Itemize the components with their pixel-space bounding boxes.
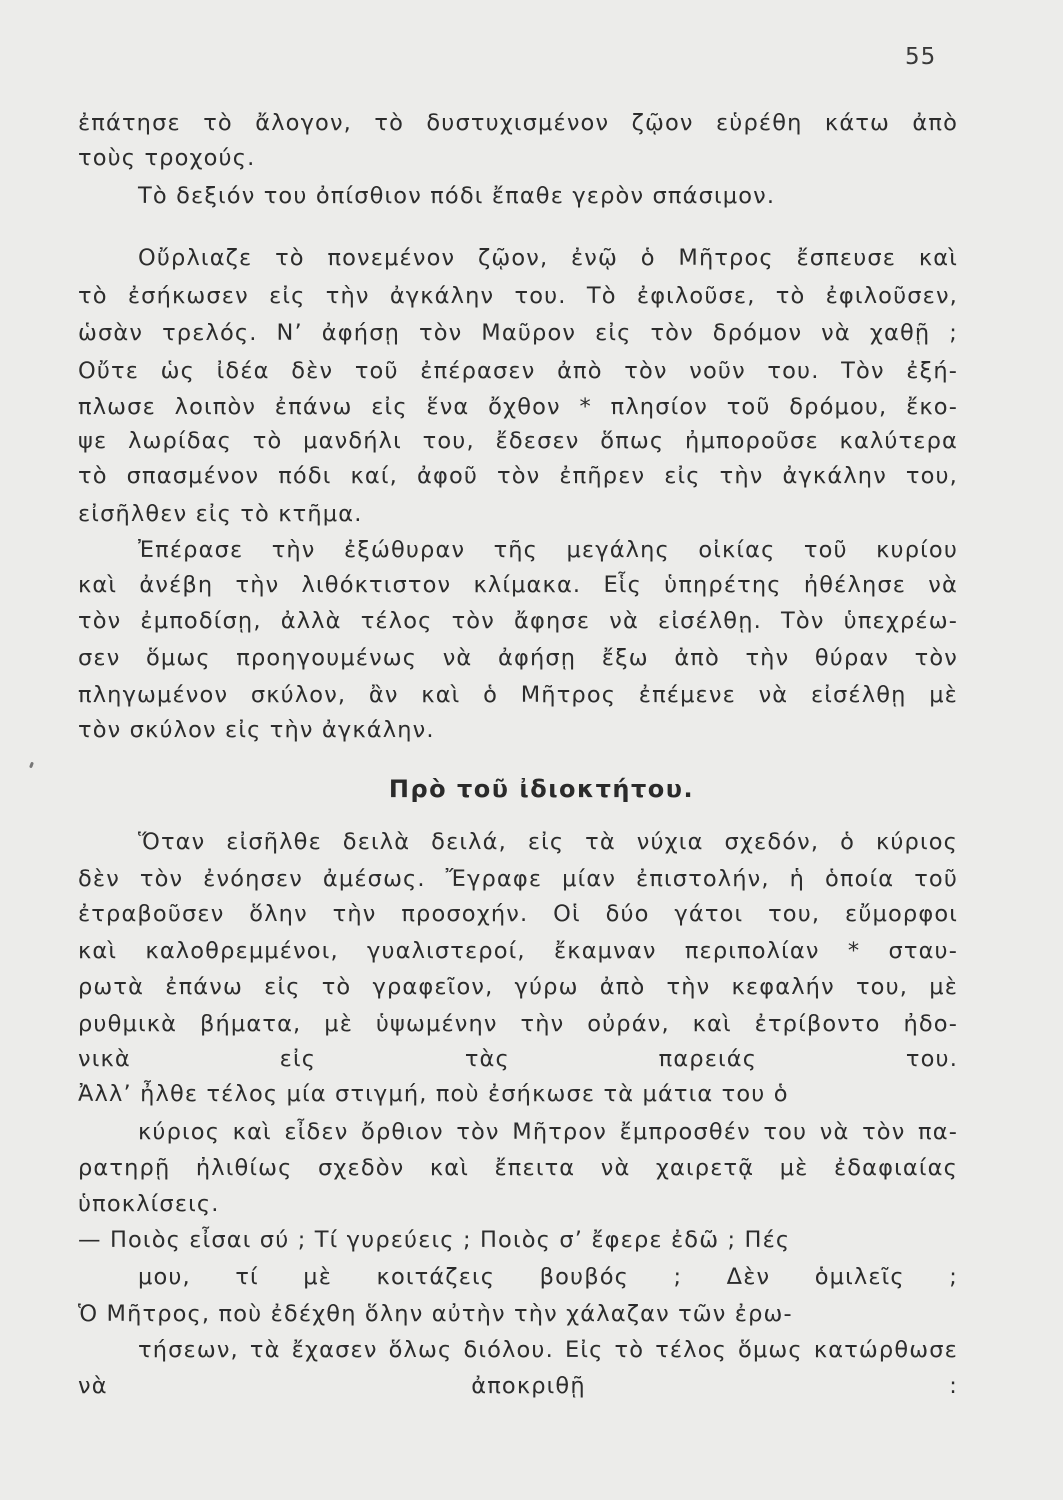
text-line: μου, τί μὲ κοιτάζεις βουβός ; Δὲν ὁμιλεῖς ; [138,1264,958,1290]
text-line: νικὰ εἰς τὰς παρειάς του. [78,1046,958,1072]
text-line: Οὔρλιαζε τὸ πονεμένον ζῷον, ἐνῷ ὁ Μῆτρος ἔσπευσε καὶ [138,245,958,271]
text-line: Ἀλλ’ ἦλθε τέλος μία στιγμή, ποὺ ἐσήκωσε τὰ μάτια του ὁ [78,1081,789,1107]
text-line: Οὔτε ὡς ἰδέα δὲν τοῦ ἐπέρασεν ἀπὸ τὸν νοῦν του. Τὸν ἐξή- [78,358,958,384]
text-line: τὸ σπασμένον πόδι καί, ἀφοῦ τὸν ἐπῆρεν εἰς τὴν ἀγκάλην του, [78,463,958,489]
text-line: τοὺς τροχούς. [78,145,256,171]
text-line: Ἐπέρασε τὴν ἐξώθυραν τῆς μεγάλης οἰκίας τοῦ κυρίου [138,537,958,563]
text-line: εἰσῆλθεν εἰς τὸ κτῆμα. [78,501,363,527]
text-line: τὸν σκύλον εἰς τὴν ἀγκάλην. [78,717,435,743]
text-line: ἐτραβοῦσεν ὅλην τὴν προσοχήν. Οἱ δύο γάτοι του, εὔμορφοι [78,901,958,927]
text-line: τὸν ἐμποδίσῃ, ἀλλὰ τέλος τὸν ἄφησε νὰ εἰσέλθῃ. Τὸν ὑπεχρέω- [78,608,958,634]
text-line: ἐπάτησε τὸ ἄλογον, τὸ δυστυχισμένον ζῷον εὑρέθη κάτω ἀπὸ [78,110,958,136]
text-line: πληγωμένον σκύλον, ἂν καὶ ὁ Μῆτρος ἐπέμενε νὰ εἰσέλθῃ μὲ [78,682,958,708]
text-line: — Ποιὸς εἶσαι σύ ; Τί γυρεύεις ; Ποιὸς σ’ ἔφερε ἐδῶ ; Πές [78,1227,791,1253]
text-line: Τὸ δεξιόν του ὀπίσθιον πόδι ἔπαθε γερὸν σπάσιμον. [138,183,776,209]
text-line: ρωτὰ ἐπάνω εἰς τὸ γραφεῖον, γύρω ἀπὸ τὴν κεφαλήν του, μὲ [78,974,958,1000]
text-line: τὸ ἐσήκωσεν εἰς τὴν ἀγκάλην του. Τὸ ἐφιλοῦσε, τὸ ἐφιλοῦσεν, [78,283,958,309]
text-line: τήσεων, τὰ ἔχασεν ὅλως διόλου. Εἰς τὸ τέλος ὅμως κατώρθωσε [138,1337,958,1363]
text-line: κύριος καὶ εἶδεν ὄρθιον τὸν Μῆτρον ἔμπροσθέν του νὰ τὸν πα- [138,1119,958,1145]
text-line: ρυθμικὰ βήματα, μὲ ὑψωμένην τὴν οὐράν, καὶ ἐτρίβοντο ἠδο- [78,1011,958,1037]
text-line: ρατηρῇ ἠλιθίως σχεδὸν καὶ ἔπειτα νὰ χαιρετᾷ μὲ ἐδαφιαίας [78,1155,958,1181]
text-line: ὡσὰν τρελός. Ν’ ἀφήσῃ τὸν Μαῦρον εἰς τὸν δρόμον νὰ χαθῇ ; [78,320,958,346]
text-line: νὰ ἀποκριθῇ : [78,1373,958,1399]
section-heading: Πρὸ τοῦ ἰδιοκτήτου. [388,775,695,803]
page-speck [29,762,34,769]
text-line: ὑποκλίσεις. [78,1191,220,1217]
text-line: σεν ὅμως προηγουμένως νὰ ἀφήσῃ ἔξω ἀπὸ τὴν θύραν τὸν [78,645,958,671]
text-line: ψε λωρίδας τὸ μανδήλι του, ἔδεσεν ὅπως ἠμποροῦσε καλύτερα [78,428,958,454]
text-line: Ὅταν εἰσῆλθε δειλὰ δειλά, εἰς τὰ νύχια σχεδόν, ὁ κύριος [138,829,958,855]
text-line: καὶ ἀνέβη τὴν λιθόκτιστον κλίμακα. Εἷς ὑπηρέτης ἠθέλησε νὰ [78,572,958,598]
text-line: καὶ καλοθρεμμένοι, γυαλιστεροί, ἔκαμναν περιπολίαν * σταυ- [78,938,958,964]
page-number: 55 [905,44,937,70]
text-line: Ὁ Μῆτρος, ποὺ ἐδέχθη ὅλην αὐτὴν τὴν χάλαζαν τῶν ἐρω- [78,1301,793,1327]
text-line: δὲν τὸν ἐνόησεν ἀμέσως. Ἔγραφε μίαν ἐπιστολήν, ἡ ὁποία τοῦ [78,866,958,892]
text-line: πλωσε λοιπὸν ἐπάνω εἰς ἕνα ὄχθον * πλησίον τοῦ δρόμου, ἔκο- [78,394,958,420]
